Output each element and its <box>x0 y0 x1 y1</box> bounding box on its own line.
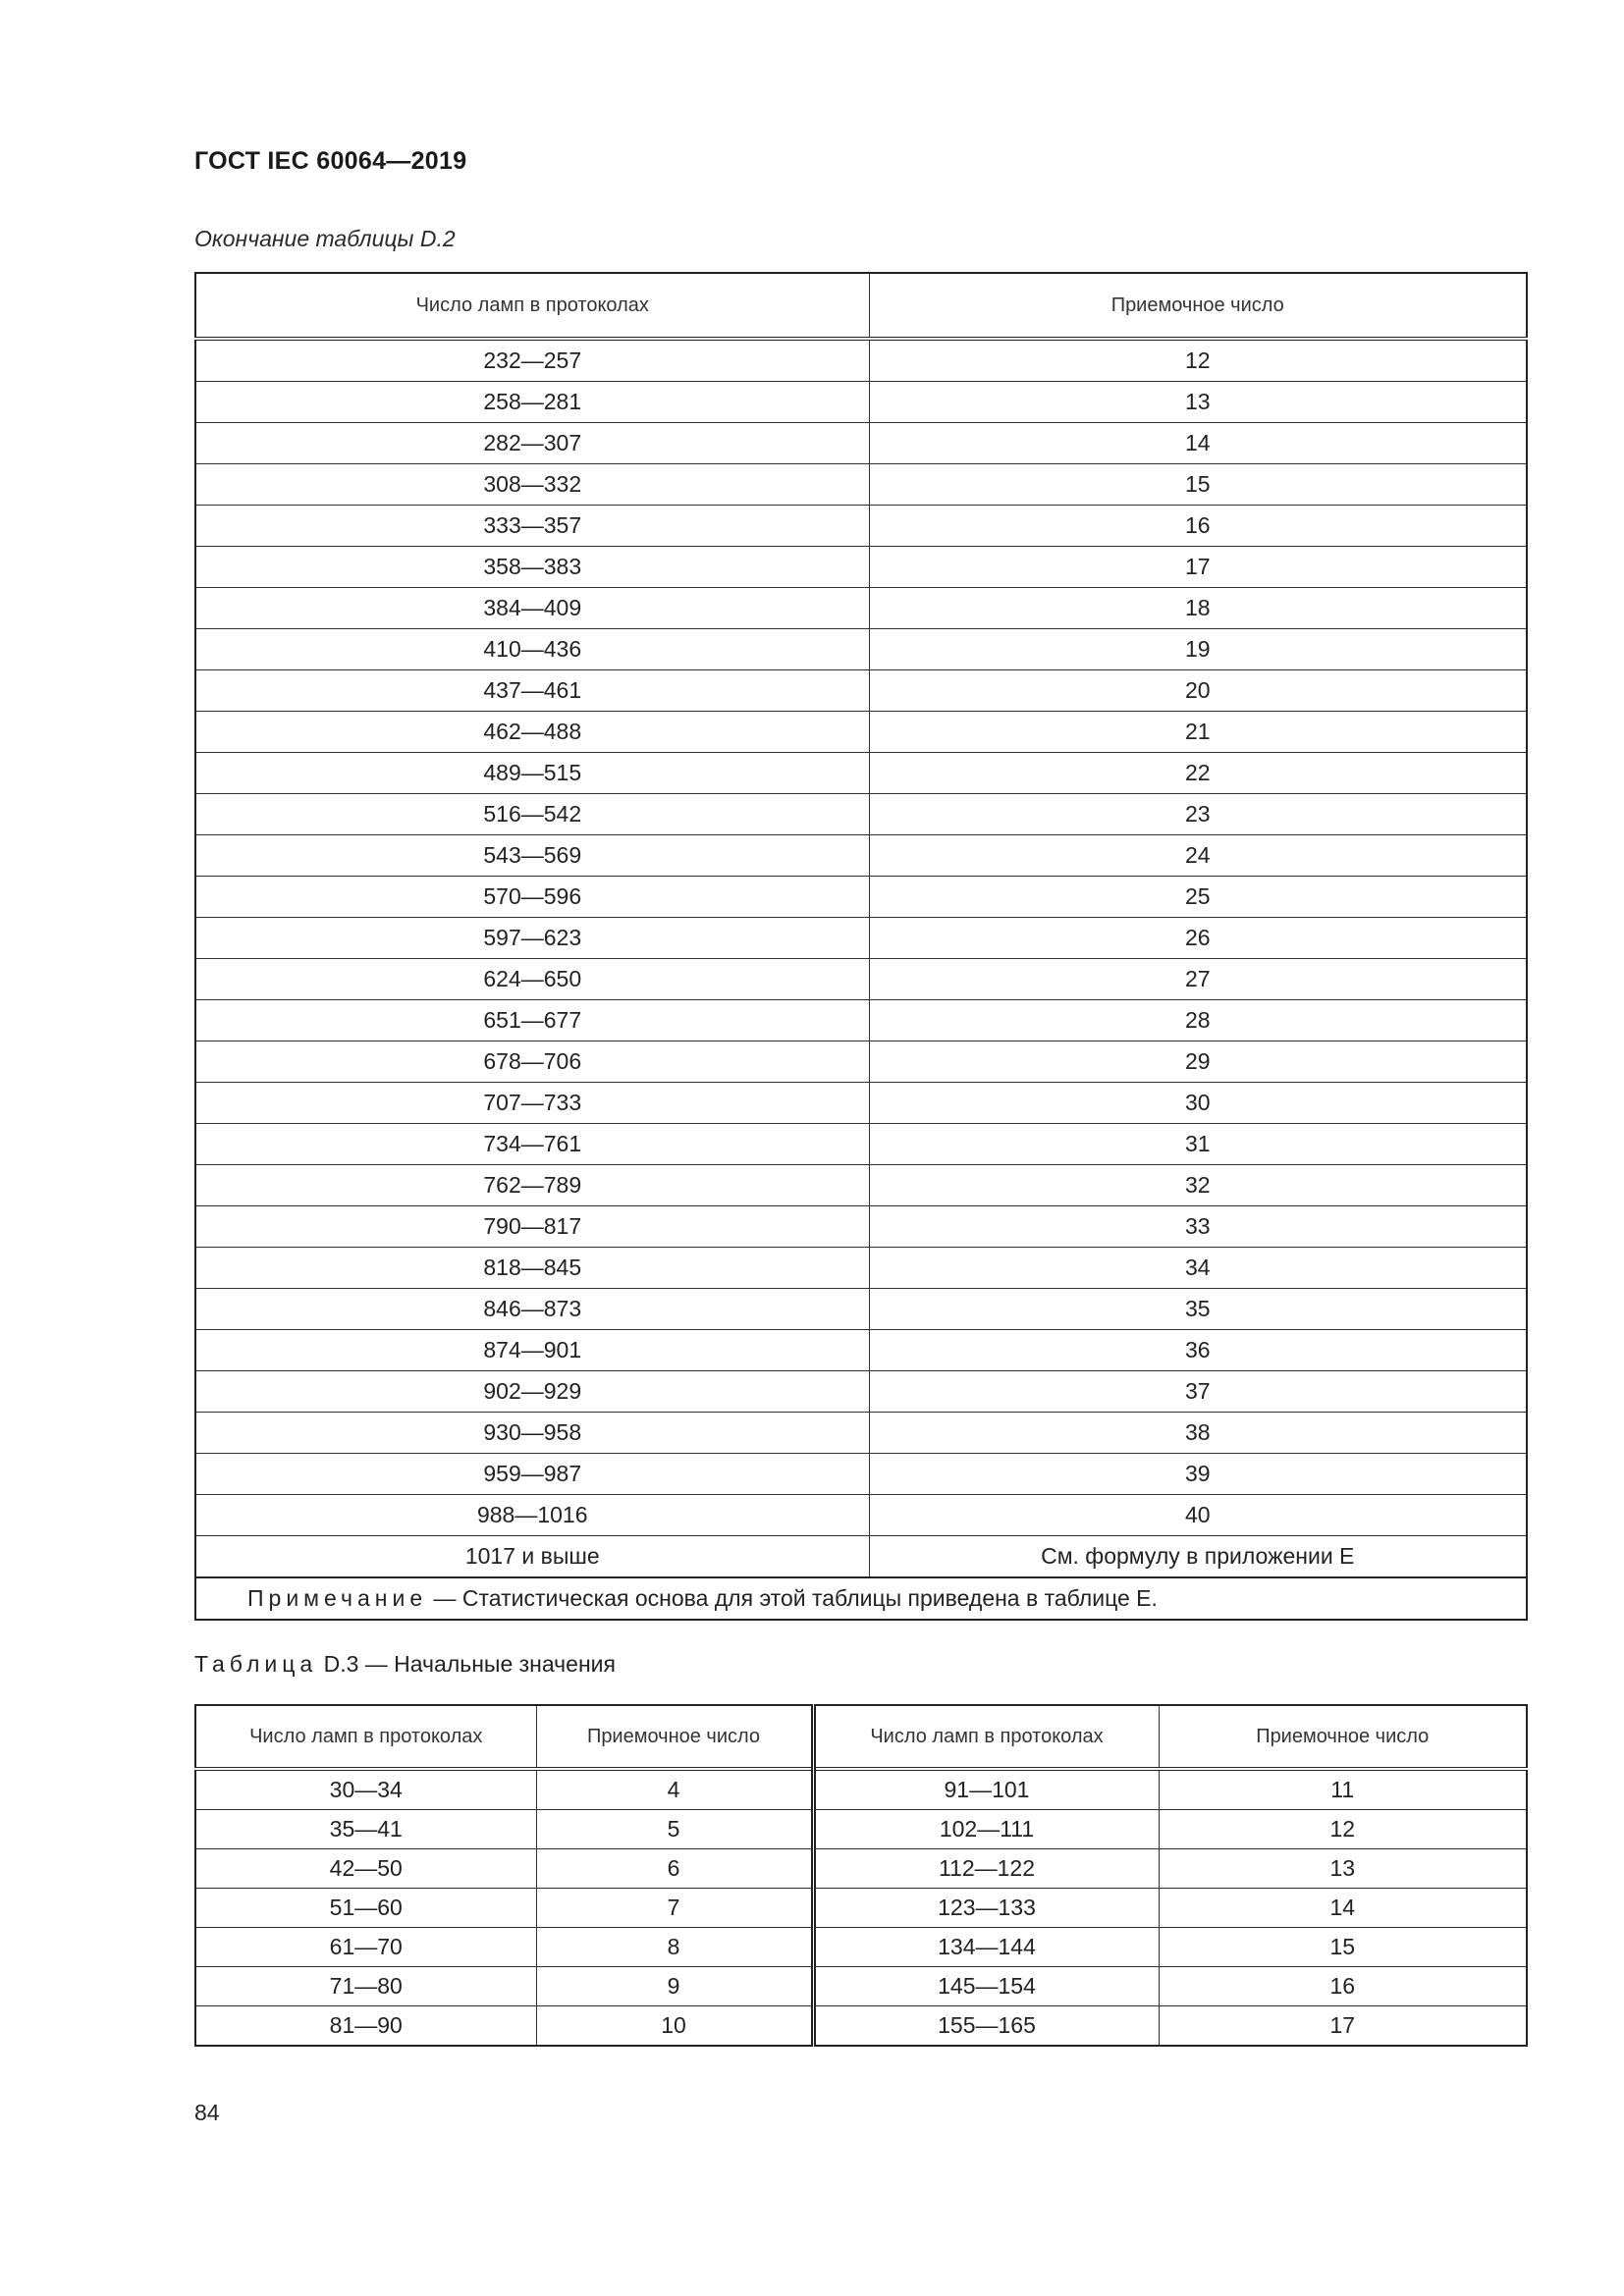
table-row <box>195 1928 1527 1967</box>
table-row <box>195 1124 1527 1165</box>
table-cell: 32 <box>869 1165 1527 1206</box>
table-cell: 91—101 <box>813 1769 1159 1810</box>
column-header-lamp-count-right: Число ламп в протоколах <box>813 1705 1159 1769</box>
table-row <box>195 959 1527 1000</box>
table-cell: 27 <box>869 959 1527 1000</box>
table-cell: 30—34 <box>195 1769 536 1810</box>
table-row <box>195 1769 1527 1810</box>
table-cell: 112—122 <box>813 1849 1159 1889</box>
table-cell: 145—154 <box>813 1967 1159 2006</box>
table-cell: 4 <box>536 1769 813 1810</box>
column-header-lamp-count-left: Число ламп в протоколах <box>195 1705 536 1769</box>
table-cell: 624—650 <box>195 959 869 1000</box>
note-label: Примечание <box>247 1585 428 1611</box>
table-cell: 15 <box>1159 1928 1527 1967</box>
table-cell: 71—80 <box>195 1967 536 2006</box>
table-row <box>195 1495 1527 1536</box>
table-cell: 35—41 <box>195 1810 536 1849</box>
table-cell: 22 <box>869 753 1527 794</box>
table-d3-caption-text: D.3 — Начальные значения <box>317 1651 616 1677</box>
table-cell: 28 <box>869 1000 1527 1041</box>
table-cell: 40 <box>869 1495 1527 1536</box>
column-header-acceptance-number-left: Приемочное число <box>536 1705 813 1769</box>
table-cell: 16 <box>1159 1967 1527 2006</box>
table-cell: 437—461 <box>195 670 869 712</box>
table-cell: 5 <box>536 1810 813 1849</box>
table-cell: 61—70 <box>195 1928 536 1967</box>
table-cell: 13 <box>1159 1849 1527 1889</box>
table-cell: 678—706 <box>195 1041 869 1083</box>
table-row <box>195 464 1527 506</box>
table-cell: 902—929 <box>195 1371 869 1413</box>
table-row <box>195 918 1527 959</box>
table-row <box>195 1849 1527 1889</box>
table-row <box>195 1041 1527 1083</box>
table-cell: 33 <box>869 1206 1527 1248</box>
table-cell: 818—845 <box>195 1248 869 1289</box>
column-header-acceptance-number: Приемочное число <box>869 273 1527 339</box>
table-d3-caption <box>194 1651 616 1678</box>
table-cell: 26 <box>869 918 1527 959</box>
table-cell: 333—357 <box>195 506 869 547</box>
table-cell: 17 <box>1159 2006 1527 2047</box>
table-cell: 35 <box>869 1289 1527 1330</box>
table-row <box>195 1454 1527 1495</box>
table-cell: 734—761 <box>195 1124 869 1165</box>
table-cell: 8 <box>536 1928 813 1967</box>
table-row <box>195 423 1527 464</box>
table-cell: 762—789 <box>195 1165 869 1206</box>
table-cell: 134—144 <box>813 1928 1159 1967</box>
table-cell: 410—436 <box>195 629 869 670</box>
table-row <box>195 1810 1527 1849</box>
table-cell: 9 <box>536 1967 813 2006</box>
table-row <box>195 712 1527 753</box>
table-cell: 21 <box>869 712 1527 753</box>
table-cell: 874—901 <box>195 1330 869 1371</box>
table-cell: 34 <box>869 1248 1527 1289</box>
column-header-acceptance-number-right: Приемочное число <box>1159 1705 1527 1769</box>
table-cell: 25 <box>869 877 1527 918</box>
table-cell: 597—623 <box>195 918 869 959</box>
table-cell: 155—165 <box>813 2006 1159 2047</box>
table-cell: 29 <box>869 1041 1527 1083</box>
table-cell: 258—281 <box>195 382 869 423</box>
table-row <box>195 339 1527 382</box>
table-row <box>195 506 1527 547</box>
table-cell: 14 <box>869 423 1527 464</box>
table-cell: 31 <box>869 1124 1527 1165</box>
table-cell: 24 <box>869 835 1527 877</box>
table-row <box>195 1413 1527 1454</box>
table-cell: 651—677 <box>195 1000 869 1041</box>
table-header-row <box>195 273 1527 339</box>
table-cell: 123—133 <box>813 1889 1159 1928</box>
page-number: 84 <box>194 2100 220 2125</box>
table-row <box>195 877 1527 918</box>
table-cell: 36 <box>869 1330 1527 1371</box>
table-row <box>195 629 1527 670</box>
table-cell: 790—817 <box>195 1206 869 1248</box>
table-cell: 282—307 <box>195 423 869 464</box>
table-cell: 102—111 <box>813 1810 1159 1849</box>
table-cell: 17 <box>869 547 1527 588</box>
table-row <box>195 1165 1527 1206</box>
table-row <box>195 1536 1527 1578</box>
table-row <box>195 753 1527 794</box>
table-row <box>195 1289 1527 1330</box>
table-cell: 308—332 <box>195 464 869 506</box>
table-cell: 20 <box>869 670 1527 712</box>
table-cell: 930—958 <box>195 1413 869 1454</box>
table-header-row <box>195 1705 1527 1769</box>
table-cell: 358—383 <box>195 547 869 588</box>
table-cell: 23 <box>869 794 1527 835</box>
table-cell: 988—1016 <box>195 1495 869 1536</box>
table-row <box>195 1371 1527 1413</box>
table-cell: 51—60 <box>195 1889 536 1928</box>
table-cell: 6 <box>536 1849 813 1889</box>
table-cell: 12 <box>1184 347 1211 373</box>
table-cell: 18 <box>869 588 1527 629</box>
table-cell: 81—90 <box>195 2006 536 2047</box>
note-text: — Статистическая основа для этой таблицы приведена в таблице E. <box>427 1585 1158 1611</box>
table-cell: 846—873 <box>195 1289 869 1330</box>
table-row <box>195 588 1527 629</box>
table-row <box>195 835 1527 877</box>
table-row <box>195 670 1527 712</box>
table-row <box>195 1083 1527 1124</box>
table-row <box>195 794 1527 835</box>
table-row <box>195 1000 1527 1041</box>
table-row <box>195 1967 1527 2006</box>
table-cell: 12 <box>1159 1810 1527 1849</box>
table-d2 <box>194 272 1528 1621</box>
table-cell: 570—596 <box>195 877 869 918</box>
table-cell: 39 <box>869 1454 1527 1495</box>
table-cell: 16 <box>869 506 1527 547</box>
table-row <box>195 2006 1527 2047</box>
table-cell: 959—987 <box>195 1454 869 1495</box>
table-cell: 30 <box>869 1083 1527 1124</box>
table-d3 <box>194 1704 1528 2047</box>
table-cell: 516—542 <box>195 794 869 835</box>
table-cell: 19 <box>869 629 1527 670</box>
table-cell: 13 <box>869 382 1527 423</box>
table-row <box>195 547 1527 588</box>
table-cell: 38 <box>869 1413 1527 1454</box>
table-cell: 543—569 <box>195 835 869 877</box>
table-row <box>195 382 1527 423</box>
table-cell: 42—50 <box>195 1849 536 1889</box>
table-note-row <box>195 1577 1527 1620</box>
table-cell: 707—733 <box>195 1083 869 1124</box>
table-cell: См. формулу в приложении E <box>869 1536 1527 1578</box>
table-row <box>195 1248 1527 1289</box>
table-cell: 462—488 <box>195 712 869 753</box>
table-d3-caption-label: Таблица <box>194 1651 318 1677</box>
table-cell: 11 <box>1330 1777 1355 1802</box>
table-cell: 15 <box>869 464 1527 506</box>
table-cell: 7 <box>536 1889 813 1928</box>
table-cell: 384—409 <box>195 588 869 629</box>
table-cell: 489—515 <box>195 753 869 794</box>
table-d2-continuation-caption: Окончание таблицы D.2 <box>194 226 456 251</box>
table-row <box>195 1889 1527 1928</box>
table-note <box>195 1577 1527 1620</box>
document-title: ГОСТ IEC 60064—2019 <box>194 147 467 175</box>
table-cell: 10 <box>536 2006 813 2047</box>
table-cell: 37 <box>869 1371 1527 1413</box>
table-cell: 1017 и выше <box>195 1536 869 1578</box>
column-header-lamp-count: Число ламп в протоколах <box>195 273 869 339</box>
table-row <box>195 1330 1527 1371</box>
table-cell: 232—257 <box>195 339 869 382</box>
table-row <box>195 1206 1527 1248</box>
table-cell: 14 <box>1159 1889 1527 1928</box>
